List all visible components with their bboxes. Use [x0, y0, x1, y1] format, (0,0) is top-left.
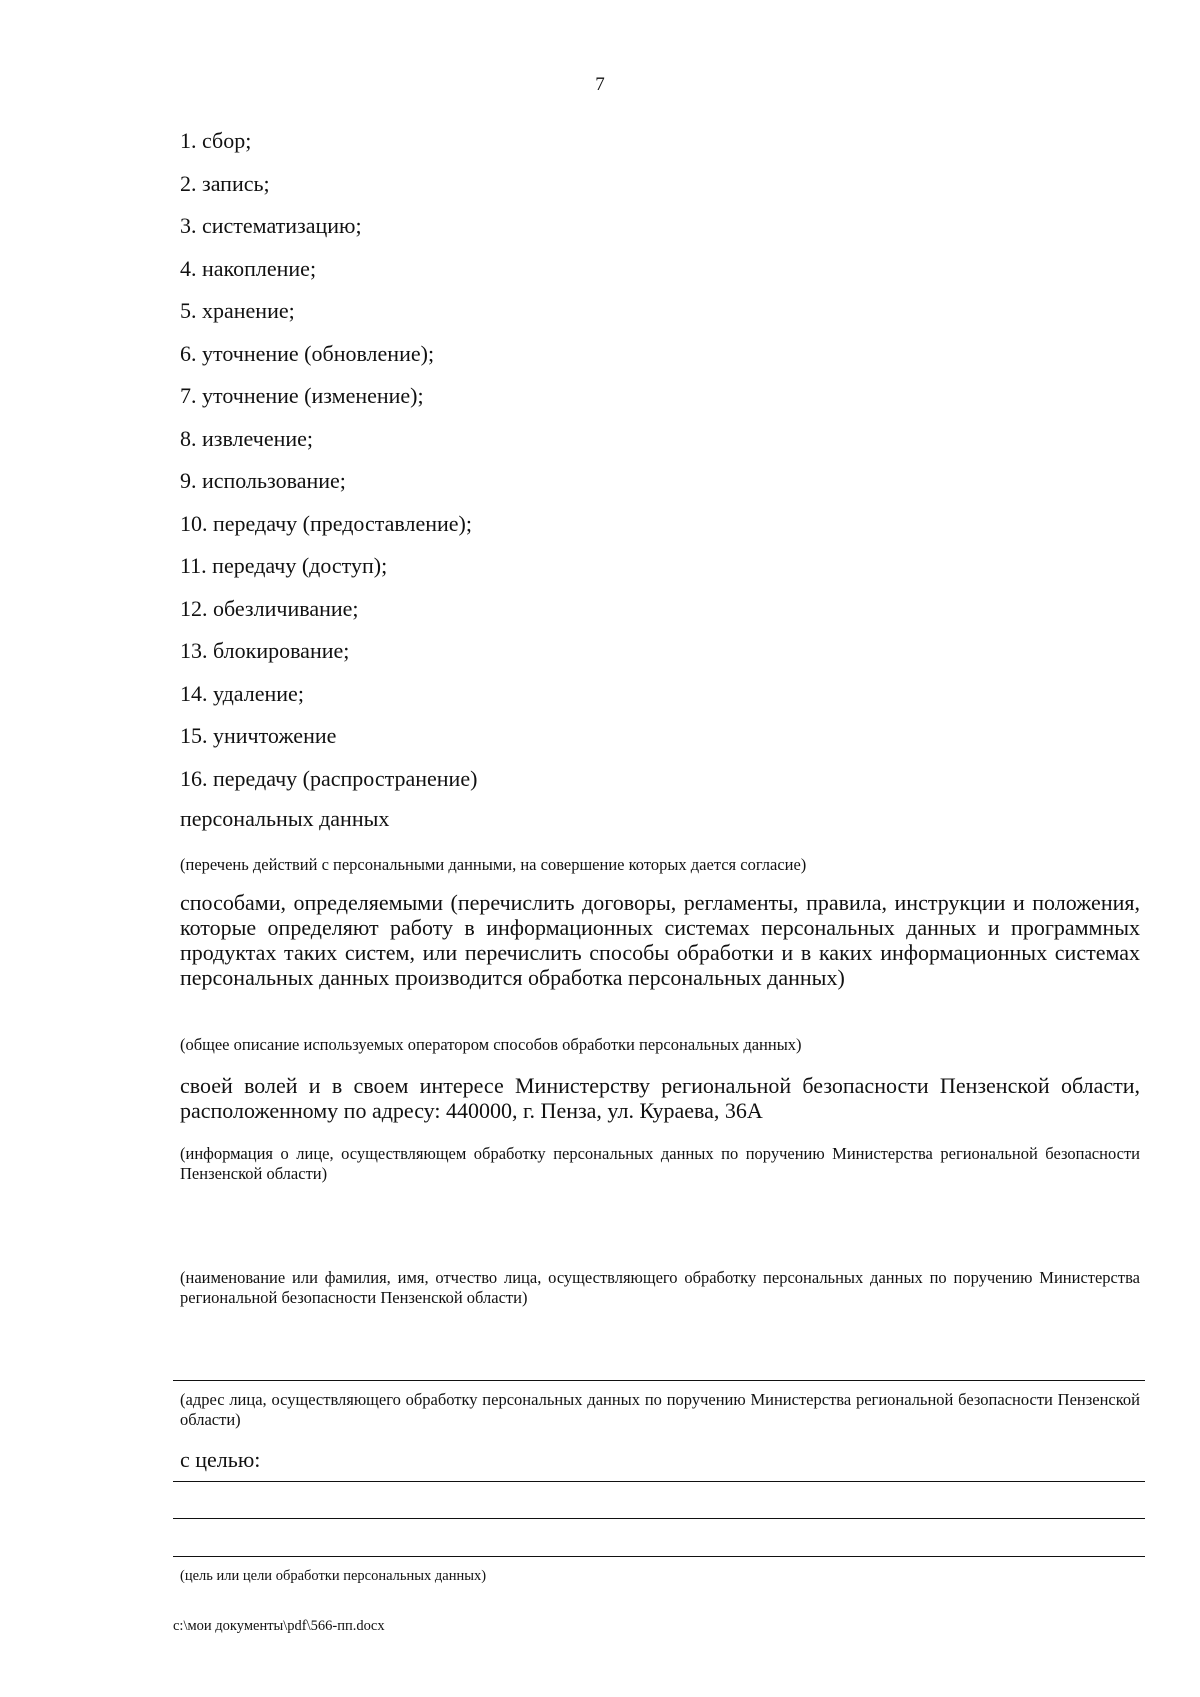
address-line — [173, 1380, 1145, 1381]
list-item: 7. уточнение (изменение); — [180, 383, 424, 408]
list-item: 2. запись; — [180, 170, 270, 196]
methods-caption: (общее описание используемых оператором способов обработки персональных данных) — [180, 1035, 802, 1054]
consent-will-paragraph: своей волей и в своем интересе Министерству региональной безопасности Пензенской области, расположенному по адресу: 440000, г. Пенза, ул. Кураева, 36А — [180, 1073, 1140, 1123]
list-item: 3. систематизацию; — [180, 213, 362, 238]
list-item: 15. уничтожение — [180, 723, 337, 748]
actions-list — [180, 127, 1140, 807]
methods-paragraph: способами, определяемыми (перечислить договоры, регламенты, правила, инструкции и положения, которые определяют работу в информационных системах персональных данных и программных продуктах таких систем, или перечислить способы обработки и в каких информационных системах персональных данных производится обработка персональных данных) — [180, 890, 1140, 990]
operator-info-caption: (информация о лице, осуществляющем обработку персональных данных по поручению Министерства региональной безопасности Пензенской области) — [180, 1144, 1140, 1183]
address-caption: (адрес лица, осуществляющего обработку персональных данных по поручению Министерства региональной безопасности Пензенской области) — [180, 1390, 1140, 1429]
list-item: 8. извлечение; — [180, 425, 314, 451]
purpose-line-3 — [173, 1556, 1145, 1557]
list-item: 5. хранение; — [180, 298, 295, 323]
list-item: 11. передачу (доступ); — [180, 553, 388, 578]
purpose-line-2 — [173, 1518, 1145, 1519]
page-number: 7 — [595, 74, 605, 95]
list-item: 13. блокирование; — [180, 638, 350, 663]
purpose-caption: (цель или цели обработки персональных данных) — [180, 1568, 487, 1584]
personal-data-label: персональных данных — [180, 806, 390, 831]
purpose-label: с целью: — [180, 1447, 261, 1472]
list-item: 10. передачу (предоставление); — [180, 510, 472, 536]
list-item: 9. использование; — [180, 468, 346, 493]
list-item: 12. обезличивание; — [180, 595, 359, 621]
list-item: 1. сбор; — [180, 128, 252, 153]
list-item: 16. передачу (распространение) — [180, 765, 478, 791]
purpose-line-1 — [173, 1481, 1145, 1482]
list-item: 4. накопление; — [180, 255, 317, 281]
list-item: 14. удаление; — [180, 680, 304, 706]
footer-file-path: c:\мои документы\pdf\566-пп.docx — [173, 1618, 385, 1634]
operator-name-caption: (наименование или фамилия, имя, отчество лица, осуществляющего обработку персональных данных по поручению Министерства региональной безопасности Пензенской области) — [180, 1268, 1140, 1307]
list-item: 6. уточнение (обновление); — [180, 340, 435, 366]
actions-caption: (перечень действий с персональными данными, на совершение которых дается согласие) — [180, 855, 807, 874]
